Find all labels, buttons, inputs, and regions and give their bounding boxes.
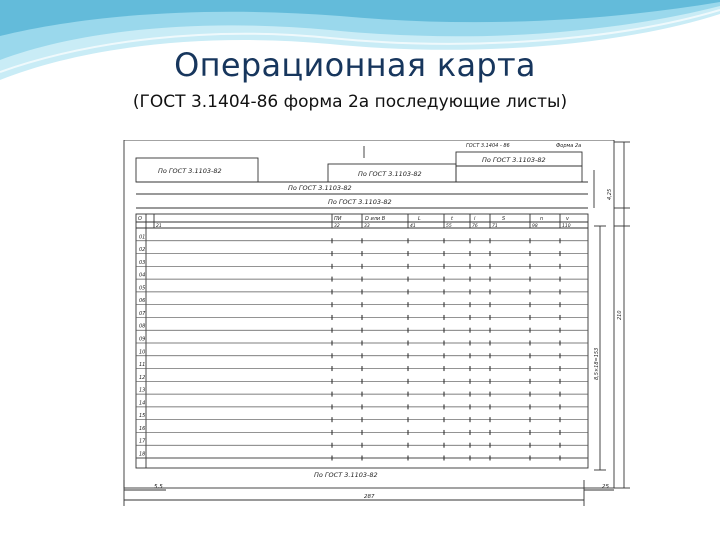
row-label: 07 xyxy=(139,310,146,317)
dim-right-top: 4,25 xyxy=(607,188,613,200)
bottom-stamp-label: По ГОСТ 3.1103-82 xyxy=(314,471,378,479)
column-number: 32 xyxy=(334,224,340,229)
header-line-label: По ГОСТ 3.1103-82 xyxy=(328,198,392,206)
stamp-full-label: По ГОСТ 3.1103-82 xyxy=(288,184,352,192)
operation-card-drawing xyxy=(118,140,638,508)
slide-title: Операционная карта xyxy=(174,46,536,84)
column-header: t xyxy=(451,216,453,222)
row-label: 18 xyxy=(139,451,146,458)
column-number: 21 xyxy=(156,224,162,229)
row-label: 05 xyxy=(139,285,146,292)
column-header: S xyxy=(502,216,506,222)
dim-right-total: 210 xyxy=(617,310,623,320)
column-number: 76 xyxy=(472,224,478,229)
row-label: 12 xyxy=(139,374,146,381)
column-header: О xyxy=(138,216,142,222)
column-header: L xyxy=(418,216,421,222)
stamp-middle-label: По ГОСТ 3.1103-82 xyxy=(358,170,422,178)
form-label: Форма 2а xyxy=(556,143,582,149)
column-number: 98 xyxy=(532,224,538,229)
top-standard-label: ГОСТ 3.1404 - 86 xyxy=(466,143,510,149)
row-label: 03 xyxy=(139,259,146,266)
dim-bottom-right: 25 xyxy=(602,484,609,490)
row-label: 09 xyxy=(139,336,146,343)
column-number: 71 xyxy=(492,224,498,229)
slide-subtitle: (ГОСТ 3.1404-86 форма 2а последующие листы) xyxy=(132,92,568,112)
row-label: 13 xyxy=(139,387,146,394)
row-label: 01 xyxy=(139,234,146,241)
column-header: i xyxy=(474,216,476,222)
column-header: ПИ xyxy=(334,216,342,222)
row-label: 10 xyxy=(139,349,146,356)
column-number: 55 xyxy=(446,224,452,229)
row-label: 04 xyxy=(139,272,146,279)
column-number: 110 xyxy=(562,224,571,229)
row-label: 06 xyxy=(139,298,146,305)
dim-bottom-left: 5,5 xyxy=(154,484,163,490)
column-header: D или В xyxy=(365,216,386,222)
row-label: 16 xyxy=(139,425,146,432)
row-label: 08 xyxy=(139,323,146,330)
dim-bottom-total: 287 xyxy=(364,494,375,500)
row-label: 15 xyxy=(139,413,146,420)
column-header: n xyxy=(540,216,544,222)
column-header: v xyxy=(566,216,569,222)
row-label: 17 xyxy=(139,438,146,445)
column-number: 41 xyxy=(410,224,416,229)
row-label: 02 xyxy=(139,247,146,254)
row-label: 14 xyxy=(139,400,146,407)
row-label: 11 xyxy=(139,362,146,369)
stamp-left-label: По ГОСТ 3.1103-82 xyxy=(158,167,222,175)
column-number: 33 xyxy=(364,224,370,229)
dim-right-mid: 8,5×18=153 xyxy=(594,347,600,380)
stamp-right-label: По ГОСТ 3.1103-82 xyxy=(482,156,546,164)
